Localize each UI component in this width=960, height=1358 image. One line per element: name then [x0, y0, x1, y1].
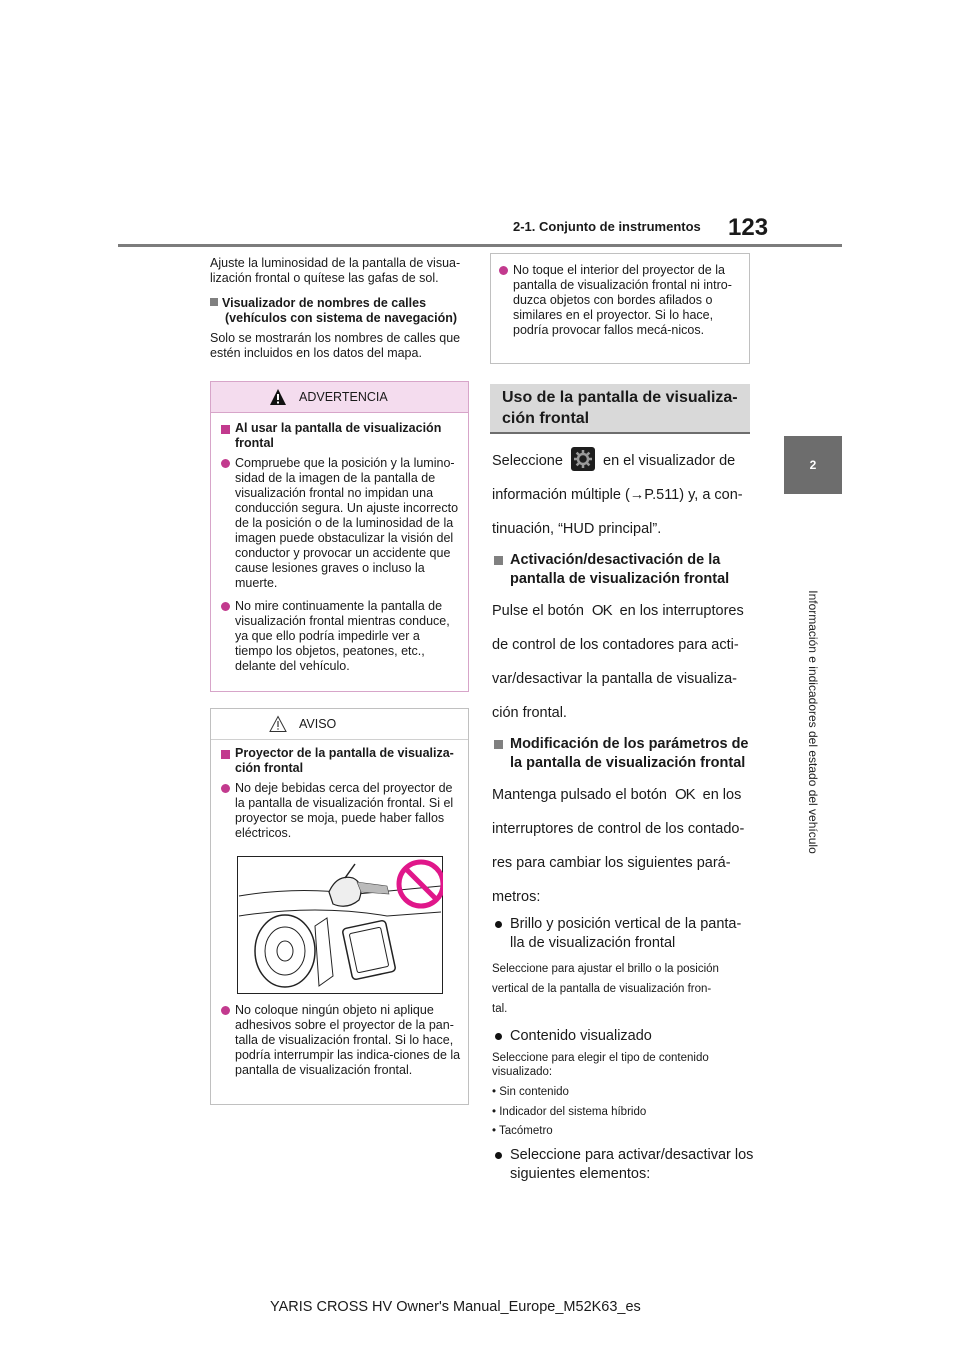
round-bullet-icon	[499, 266, 508, 275]
bullet-dot-icon	[495, 921, 502, 928]
ok-button-glyph: OK	[674, 786, 695, 803]
footer-text: YARIS CROSS HV Owner's Manual_Europe_M52K63_es	[270, 1299, 641, 1315]
bullet-dot-icon	[495, 1033, 502, 1040]
warning-triangle-icon	[269, 388, 287, 406]
caution-item: No deje bebidas cerca del proyector de la pantalla de visualización frontal. Si el proyector se moja, puede haber fallos eléctricos.	[217, 781, 460, 841]
section-heading: Uso de la pantalla de visualiza-ción frontal	[502, 389, 738, 427]
caution-triangle-icon	[269, 715, 287, 733]
bullet-dot-icon	[495, 1152, 502, 1159]
continued-caution-box	[490, 253, 750, 364]
hold-line: Mantenga pulsado el botón OK en los	[492, 781, 754, 809]
left-column	[210, 256, 470, 361]
brightness-note-1: Seleccione para ajustar el brillo o la posición	[492, 963, 719, 975]
intro-text: Ajuste la luminosidad de la pantalla de visua-lización frontal o quítese las gafas de sol.	[210, 256, 461, 285]
warning-header	[211, 382, 468, 413]
select-line: Seleccione en el visualizador de	[492, 447, 754, 475]
warning-item: No mire continuamente la pantalla de visualización frontal mientras conduce, ya que ello podría impedirle ver a tiempo los objetos, peatones, etc., delante del vehículo.	[217, 599, 460, 674]
continued-item: No toque el interior del proyector de la pantalla de visualización frontal ni intro-duzca objetos con bordes afilados o similares en el proyector. Si lo hace, podría provocar fallos mecá-nicos.	[495, 263, 741, 338]
warning-item: Compruebe que la posición y la lumino-sidad de la imagen de la pantalla de visualización frontal no impidan una conducción segura. Un ajuste incorrecto de la posición o de la luminosidad de la imagen puede obstaculizar la visión del conductor y provocar un accidente que cause lesiones graves o incluso la muerte.	[217, 456, 460, 591]
caution-bottom	[217, 1003, 461, 1078]
press-line-4: ción frontal.	[492, 705, 567, 721]
street-text: Solo se mostrarán los nombres de calles que estén incluidos en los datos del mapa.	[210, 331, 461, 360]
press-line-3: var/desactivar la pantalla de visualiza-	[492, 671, 738, 687]
warning-heading: Al usar la pantalla de visualización frontal	[217, 421, 460, 451]
right-column	[492, 447, 754, 1184]
section-title: 2-1. Conjunto de instrumentos	[513, 219, 701, 234]
hold-line-4: metros:	[492, 889, 541, 905]
subheading-activation: Activación/desactivación de la pantalla de visualización frontal	[492, 551, 754, 589]
square-bullet-icon	[221, 750, 230, 759]
bullet-toggle: Seleccione para activar/desactivar los siguientes elementos:	[492, 1146, 754, 1184]
chapter-number: 2	[809, 458, 817, 472]
gear-icon	[571, 447, 595, 471]
square-bullet-icon	[221, 425, 230, 434]
caution-heading: Proyector de la pantalla de visualiza-ción frontal	[217, 746, 460, 776]
round-bullet-icon	[221, 459, 230, 468]
option-item: • Sin contenido	[492, 1086, 569, 1098]
option-item: • Indicador del sistema híbrido	[492, 1105, 647, 1118]
header-rule	[118, 244, 842, 247]
subheading-modification: Modificación de los parámetros de la pantalla de visualización frontal	[492, 735, 754, 773]
chapter-rail	[784, 497, 842, 947]
round-bullet-icon	[221, 784, 230, 793]
ok-button-glyph: OK	[591, 602, 612, 619]
square-bullet-icon	[210, 298, 218, 306]
hold-line-3: res para cambiar los siguientes pará-	[492, 855, 731, 871]
content-note: Seleccione para elegir el tipo de contenido visualizado:	[492, 1052, 709, 1078]
bullet-content: Contenido visualizado	[492, 1027, 754, 1046]
option-item: • Tacómetro	[492, 1125, 553, 1137]
round-bullet-icon	[221, 1006, 230, 1015]
bullet-brightness: Brillo y posición vertical de la panta-lla de visualización frontal	[492, 915, 754, 953]
brightness-note-3: tal.	[492, 1003, 508, 1015]
brightness-note-2: vertical de la pantalla de visualización fron-	[492, 983, 712, 995]
dashboard-illustration	[237, 856, 443, 994]
hold-line-2: interruptores de control de los contado-	[492, 821, 745, 837]
caution-item: No coloque ningún objeto ni aplique adhesivos sobre el proyector de la pan-talla de visualización frontal. Si lo hace, podría interrumpir las indica-ciones de la pantalla de visualización frontal.	[217, 1003, 461, 1078]
square-bullet-icon	[494, 740, 503, 749]
caution-label: AVISO	[299, 717, 337, 731]
press-line-2: de control de los contadores para acti-	[492, 637, 739, 653]
round-bullet-icon	[221, 602, 230, 611]
warning-box	[210, 381, 469, 692]
chapter-tab	[784, 436, 842, 494]
chapter-title: Información e indicadores del estado del vehículo	[806, 590, 820, 854]
warning-label: ADVERTENCIA	[299, 390, 388, 404]
street-heading: Visualizador de nombres de calles (vehículos con sistema de navegación)	[210, 296, 470, 326]
square-bullet-icon	[494, 556, 503, 565]
select-line-3: tinuación, “HUD principal”.	[492, 521, 662, 537]
caution-box	[210, 708, 469, 1105]
select-line-2: información múltiple (→P.511) y, a con-	[492, 487, 743, 503]
section-heading-box	[490, 384, 750, 434]
caution-header	[211, 709, 468, 740]
press-line: Pulse el botón OK en los interruptores	[492, 597, 754, 625]
page-number: 123	[728, 214, 769, 241]
